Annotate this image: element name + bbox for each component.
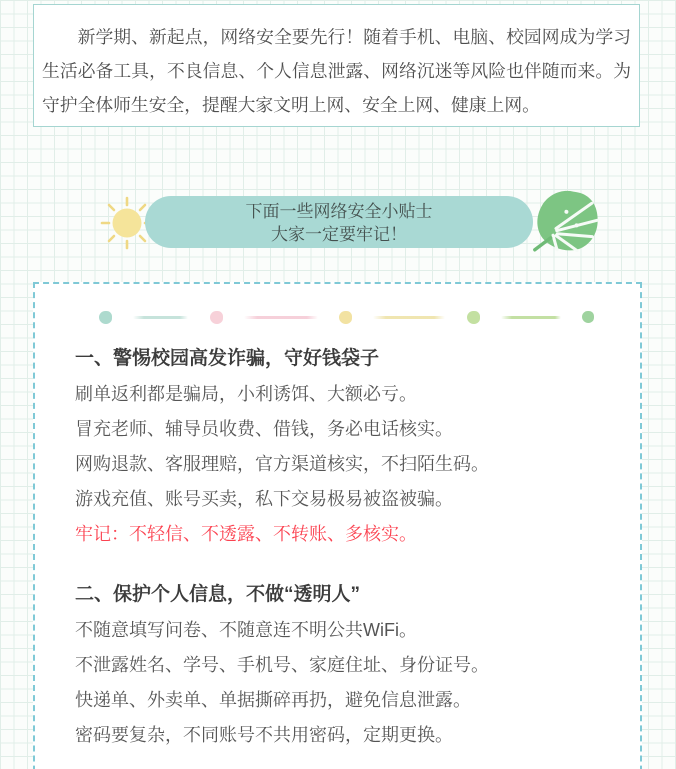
divider-dot-green (467, 311, 480, 324)
banner-pill (145, 196, 533, 248)
tip-line: 刷单返利都是骗局，小利诱饵、大额必亏。 (75, 384, 417, 404)
intro-box (33, 4, 640, 127)
tip-line: 快递单、外卖单、单据撕碎再扔，避免信息泄露。 (75, 690, 471, 710)
divider-line-green (501, 316, 561, 319)
tips-banner (0, 188, 676, 258)
tip-line: 不随意填写问卷、不随意连不明公共WiFi。 (75, 620, 417, 640)
decorative-divider (99, 310, 594, 324)
divider-dot-yellow (339, 311, 352, 324)
divider-dot-green-2 (582, 311, 594, 323)
tip-line: 游戏充值、账号买卖，私下交易极易被盗被骗。 (75, 489, 453, 509)
tip-line-emphasis: 牢记：不轻信、不透露、不转账、多核实。 (75, 524, 417, 544)
section-title-fraud: 一、警惕校园高发诈骗，守好钱袋子 (75, 348, 380, 369)
tip-line: 不泄露姓名、学号、手机号、家庭住址、身份证号。 (75, 655, 489, 675)
banner-line-1: 下面一些网络安全小贴士 (245, 202, 433, 221)
intro-text: 新学期、新起点，网络安全要先行！随着手机、电脑、校园网成为学习生活必备工具，不良信息、个人信息泄露、网络沉迷等风险也伴随而来。为守护全体师生安全，提醒大家文明上网、安全上网、健康上网。 (42, 27, 631, 115)
tip-line: 网购退款、客服理赔，官方渠道核实，不扫陌生码。 (75, 454, 489, 474)
tip-line: 冒充老师、辅导员收费、借钱，务必电话核实。 (75, 419, 453, 439)
divider-line-pink (244, 316, 318, 319)
tips-card (33, 282, 642, 769)
divider-dot-teal (99, 311, 112, 324)
tip-line: 密码要复杂，不同账号不共用密码，定期更换。 (75, 725, 453, 745)
divider-line-yellow (373, 316, 445, 319)
divider-line-teal (133, 316, 188, 319)
leaf-icon (531, 188, 603, 256)
banner-line-2: 大家一定要牢记！ (271, 225, 407, 244)
section-title-privacy: 二、保护个人信息，不做“透明人” (75, 584, 361, 605)
divider-dot-pink (210, 311, 223, 324)
